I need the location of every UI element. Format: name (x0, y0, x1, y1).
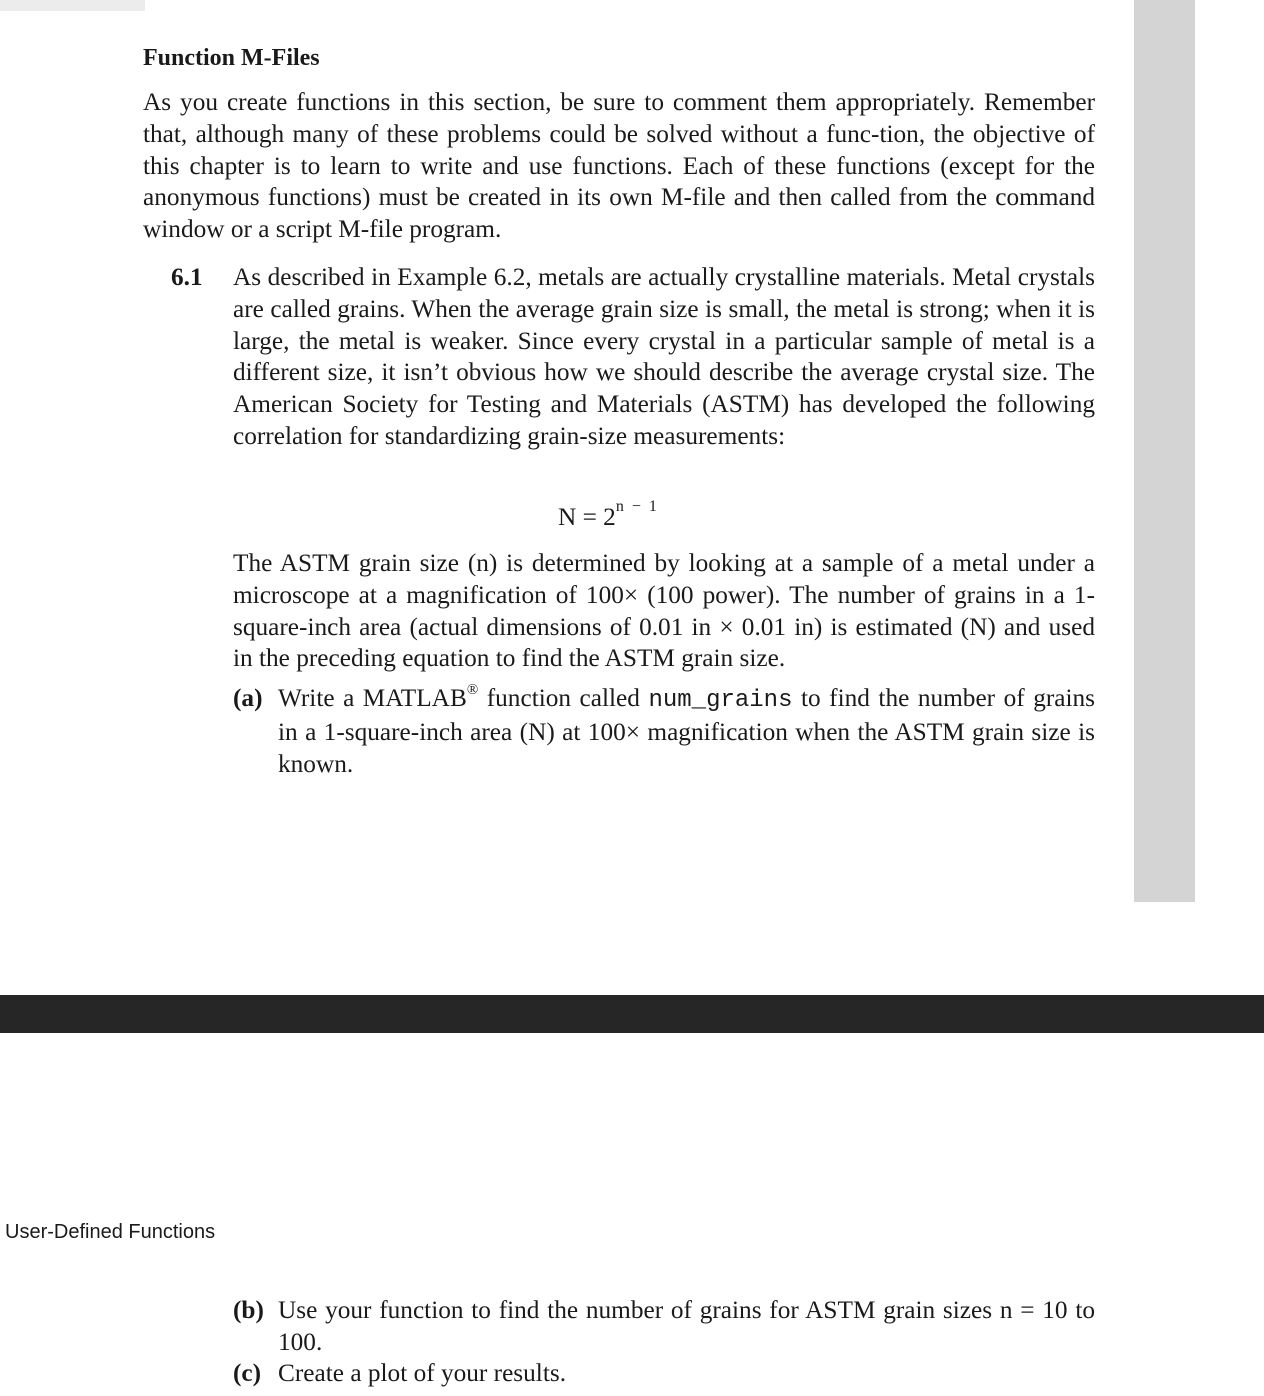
intro-paragraph: As you create functions in this section, be sure to comment them appropriately. Remember that, although many of these problems could be solved without a func-tion, the objective of this chapter is to learn to write and use functions. Each of these functions (except for the anonymous functions) must be created in its own M-file and then called from the command window or a script M-file program. (143, 88, 1095, 244)
side-scroll-bar[interactable] (1134, 0, 1195, 902)
problem-part-b (233, 1295, 1095, 1359)
function-name-code: num_grains (648, 687, 793, 714)
part-a-text: Write a MATLAB® function called num_grains to find the number of grains in a 1-square-inch area (N) at 100× magnification when the ASTM grain size is known. (278, 682, 1096, 778)
equation-lhs: N = 2 (558, 503, 616, 531)
page-break-band (0, 995, 1264, 1033)
problem-part-c (233, 1358, 1095, 1390)
section-heading: Function M-Files (143, 45, 320, 71)
registered-mark: ® (466, 682, 479, 698)
running-head: User-Defined Functions (5, 1221, 216, 1243)
grain-size-equation (558, 498, 659, 532)
problem-explanation: The ASTM grain size (n) is determined by looking at a sample of a metal under a microscope at a magnification of 100× (100 power). The number of grains in a 1-square-inch area (actual dimensions of 0.01 in × 0.01 in) is estimated (N) and used in the preceding equation to find the ASTM grain size. (233, 549, 1095, 673)
problem-number: 6.1 (171, 263, 203, 291)
problem-description: As described in Example 6.2, metals are actually crystalline materials. Metal crystals are called grains. When the average grain size is small, the metal is strong; when it is large, the metal is weaker. Since every crystal in a particular sample of metal is a different size, it isn’t obvious how we should describe the average crystal size. The American Society for Testing and Materials (ASTM) has developed the following correlation for standardizing grain-size measurements: (233, 263, 1095, 450)
part-b-label: (b) (233, 1296, 264, 1324)
part-c-label: (c) (233, 1359, 262, 1387)
part-c-text: Create a plot of your results. (278, 1359, 567, 1387)
top-tab-strip (0, 0, 145, 11)
part-a-label: (a) (233, 684, 263, 712)
equation-exponent: n − 1 (615, 498, 659, 515)
part-b-text: Use your function to find the number of grains for ASTM grain sizes n = 10 to 100. (278, 1296, 1095, 1356)
problem-part-a (233, 683, 1095, 780)
